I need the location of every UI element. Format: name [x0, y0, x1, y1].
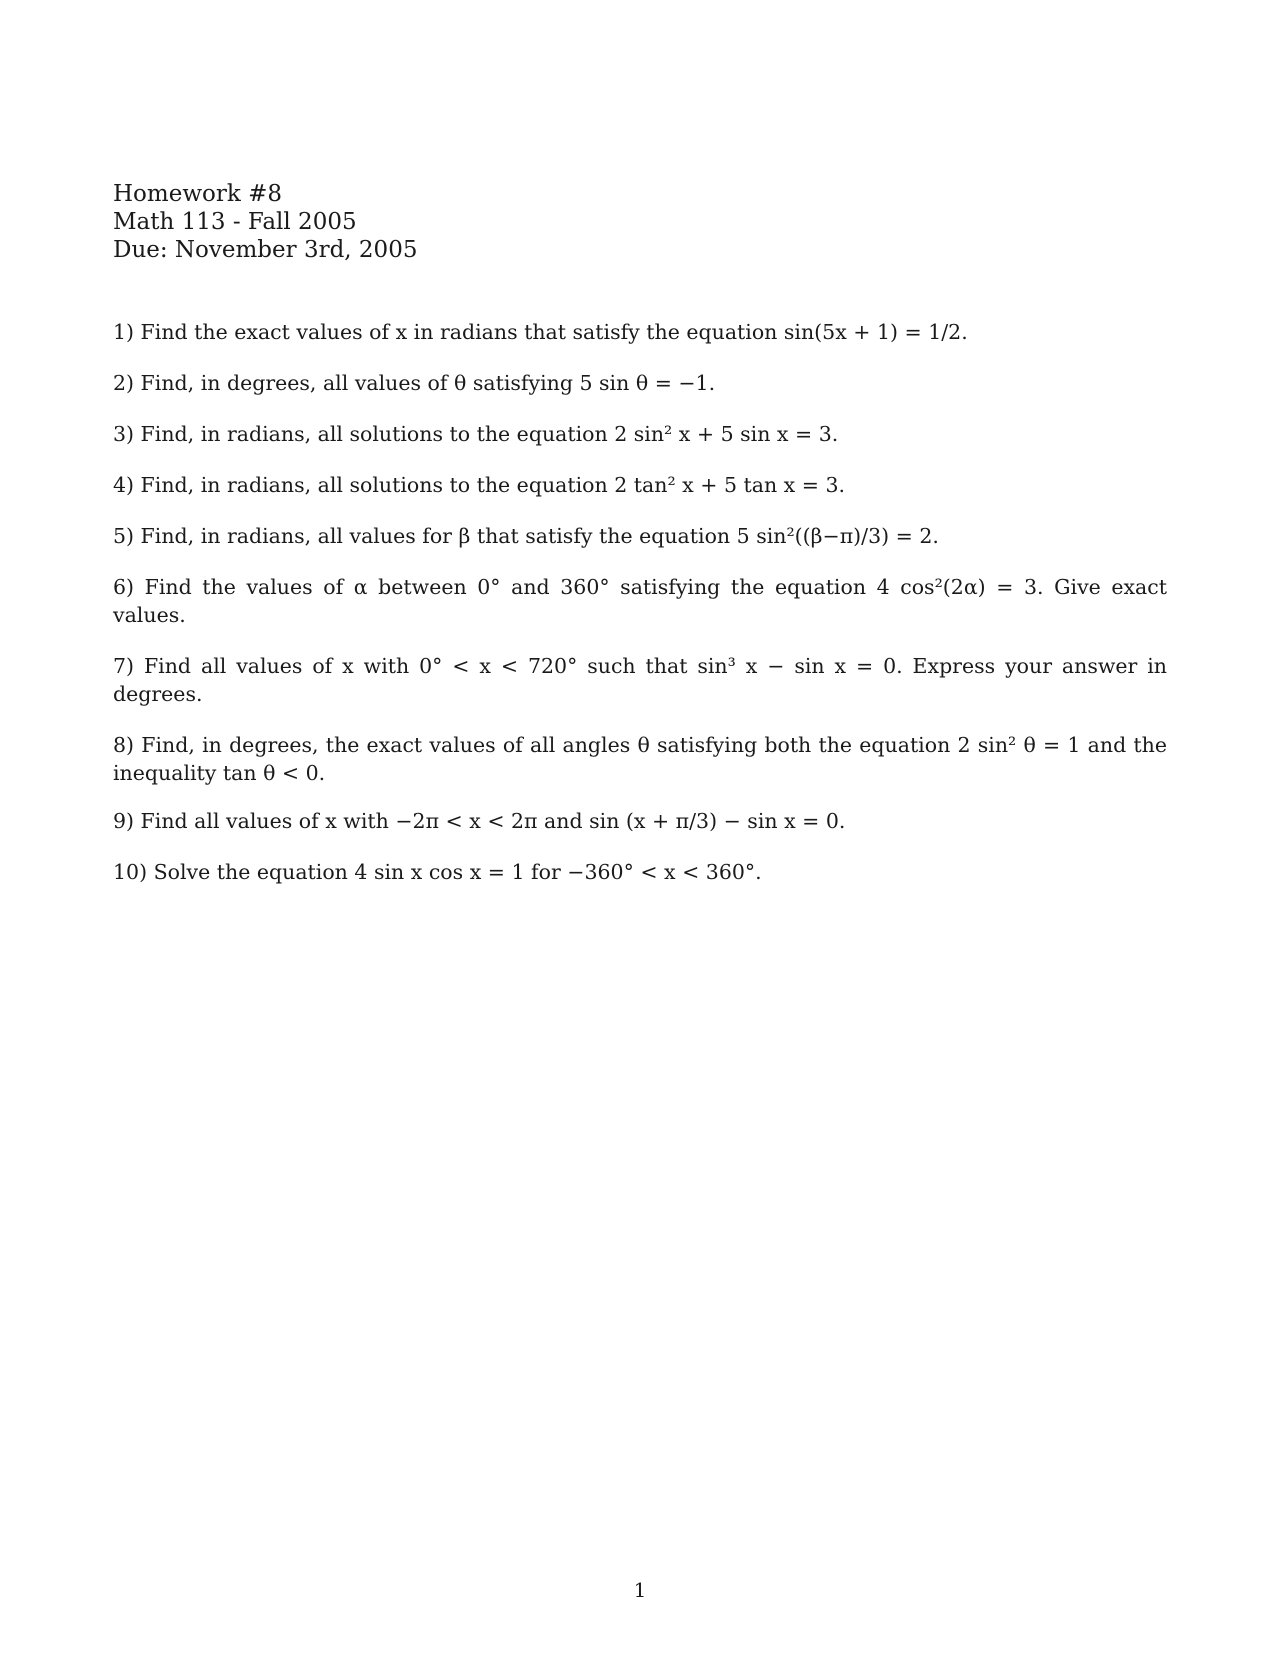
problem-5: 5) Find, in radians, all values for β that satisfy the equation 5 sin²((β−π)/3) = 2. [113, 524, 939, 548]
problem-6: 6) Find the values of α between 0° and 360° satisfying the equation 4 cos²(2α) = 3. Give exact values. [113, 575, 1167, 627]
problem-2: 2) Find, in degrees, all values of θ satisfying 5 sin θ = −1. [113, 371, 716, 395]
problem-1: 1) Find the exact values of x in radians that satisfy the equation sin(5x + 1) = 1/2. [113, 320, 968, 344]
problem-8: 8) Find, in degrees, the exact values of all angles θ satisfying both the equation 2 sin² θ = 1 and the inequality tan θ < 0. [113, 733, 1167, 785]
course-name: Math 113 - Fall 2005 [113, 209, 357, 235]
assignment-title: Homework #8 [113, 181, 283, 207]
page-number: 1 [633, 1578, 647, 1602]
problem-list [113, 318, 1167, 909]
problem-7: 7) Find all values of x with 0° < x < 720° such that sin³ x − sin x = 0. Express your answer in degrees. [113, 654, 1167, 706]
problem-3: 3) Find, in radians, all solutions to the equation 2 sin² x + 5 sin x = 3. [113, 422, 839, 446]
problem-4: 4) Find, in radians, all solutions to the equation 2 tan² x + 5 tan x = 3. [113, 473, 846, 497]
problem-9: 9) Find all values of x with −2π < x < 2π and sin (x + π/3) − sin x = 0. [113, 809, 846, 833]
assignment-header [113, 180, 417, 264]
due-date: Due: November 3rd, 2005 [113, 237, 418, 263]
problem-10: 10) Solve the equation 4 sin x cos x = 1 for −360° < x < 360°. [113, 860, 762, 884]
